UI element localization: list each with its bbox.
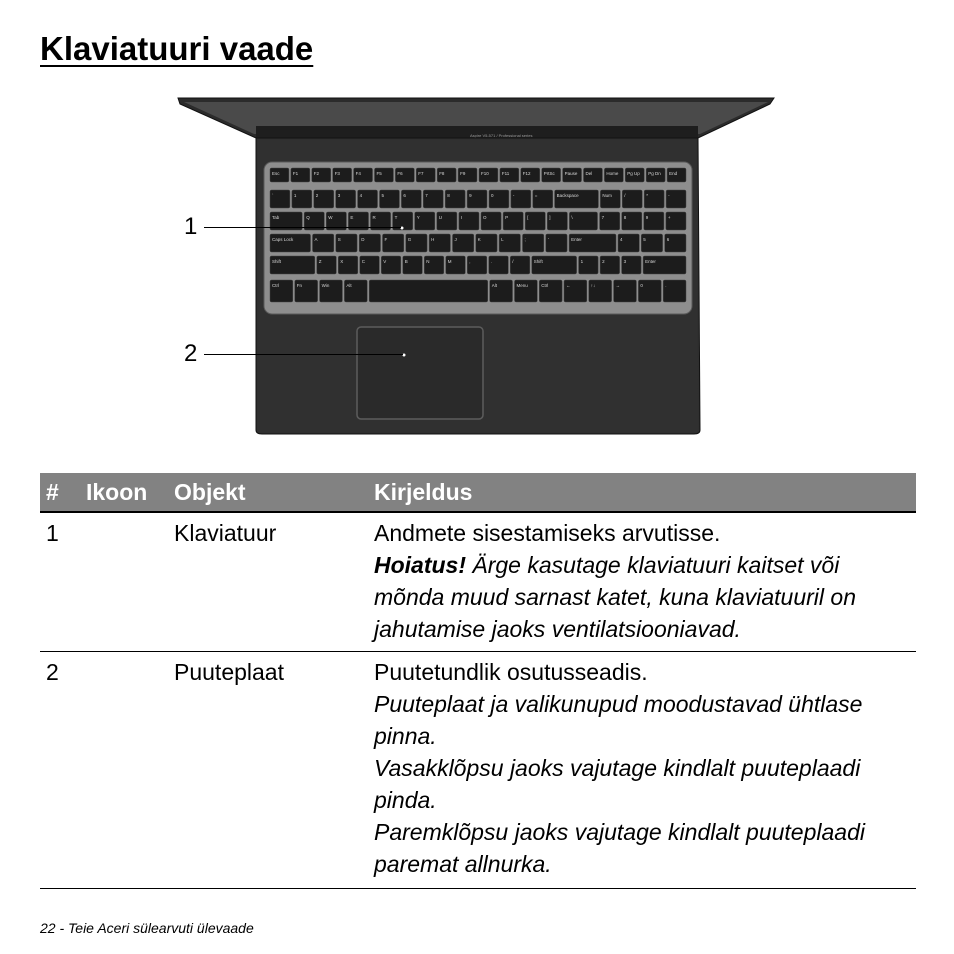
keyboard-key-label: F10 [481,171,489,176]
keyboard-key-label: Fn [296,283,303,288]
keyboard-key-label: . [490,259,493,264]
keyboard-key-label: → [615,283,621,288]
keyboard-key-label: N [426,259,430,264]
keyboard-key-label: 2 [602,259,605,264]
row-number: 2 [40,652,86,889]
keyboard-key-label: 9 [469,193,472,198]
keyboard-key-label: Home [606,171,619,176]
screen-label: Aspire V5-571 / Professional series [470,133,533,138]
keyboard-key-label: 8 [623,215,627,220]
keyboard-key-label: Pg Up [627,171,640,176]
keyboard-key-label: Win [321,283,330,288]
keyboard-key-label: Menu [516,283,528,288]
keyboard-key-label: Caps Lock [272,237,294,242]
keyboard-key-label: T [394,215,398,220]
warning-note [374,549,916,645]
description-text: Andmete sisestamiseks arvutisse. [374,520,721,546]
keyboard-key-label: + [667,215,671,220]
keyboard-key-label: Num [602,193,612,198]
keyboard-key-label: Del [585,171,593,176]
keyboard-key-label: Y [416,215,420,220]
row-number: 1 [40,512,86,652]
keyboard-key-label: H [431,237,435,242]
keyboard-key-label: ` [272,193,274,198]
header-object: Objekt [174,473,374,512]
keyboard-key-label: Tab [272,215,280,220]
keyboard-key-label: W [328,215,333,220]
keyboard-key-label: B [404,259,408,264]
callout-1-line [204,227,401,228]
keyboard-key-label: Backspace [556,193,579,198]
keyboard-key-label: Alt [491,283,497,288]
laptop-illustration [170,90,780,440]
keyboard-key-label: M [447,259,452,264]
keyboard-key-label: . [665,283,667,288]
keyboard-key-label: F5 [376,171,382,176]
table-row [40,652,916,889]
warning-text: Ärge kasutage klaviatuuri kaitset või mõnda muud sarnast katet, kuna klaviatuuril on jahutamise jaoks ventilatsiooniavad. [374,552,856,642]
row-icon [86,512,174,652]
description-text: Puutetundlik osutusseadis. [374,659,648,685]
keyboard-key-label: 7 [601,215,605,220]
keyboard-key-label: Z [318,259,322,264]
page-footer: 22 - Teie Aceri sülearvuti ülevaade [40,920,254,936]
keyboard-key-label: 7 [425,193,428,198]
keyboard-key-label: End [669,171,678,176]
keyboard-key-label: K [477,237,481,242]
component-table [40,473,916,889]
keyboard-key-label: F2 [313,171,320,176]
callout-2-line [204,354,403,355]
keyboard-key-label: C [361,259,366,264]
header-description: Kirjeldus [374,473,916,512]
keyboard-key-label: Enter [571,237,582,242]
keyboard-key-label: F7 [418,171,424,176]
keyboard-key-label: 6 [666,237,670,242]
keyboard-key-label: X [340,259,344,264]
keyboard-key-label: Shift [533,259,543,264]
keyboard-key-label: F12 [522,171,531,176]
description-note: Paremklõpsu jaoks vajutage kindlalt puuteplaadi paremat allnurka. [374,819,865,877]
keyboard-key-label: 8 [447,193,450,198]
description-note: Puuteplaat ja valikunupud moodustavad ühtlase pinna. [374,691,863,749]
keyboard-key-label: Alt [346,283,352,288]
keyboard-key-label: ; [524,237,526,242]
keyboard-key-label: F1 [292,171,299,176]
keyboard-key-label: 4 [620,237,623,242]
keyboard-key-label: 1 [293,193,297,198]
keyboard-key-label: 3 [337,193,341,198]
keyboard-key-label: G [407,237,412,242]
keyboard-key-label: / [624,193,626,198]
keyboard-key-label: 2 [315,193,319,198]
header-number: # [40,473,86,512]
keyboard-key-label: F6 [397,171,403,176]
keyboard-key-label: S [337,237,341,242]
keyboard-key-label: 5 [643,237,646,242]
laptop-keyboard-figure [170,90,780,440]
keyboard-key [369,280,488,302]
keyboard-key-label: - [668,193,670,198]
keyboard-key-label: V [383,259,387,264]
row-object: Puuteplaat [174,652,374,889]
touchpad [357,327,483,419]
table-header-row [40,473,916,512]
keyboard-key-label: P [505,215,509,220]
keyboard-key-label: , [469,259,471,264]
keyboard-key-label: J [454,237,457,242]
keyboard-key-label: ] [549,215,551,220]
keyboard-key-label: E [350,215,354,220]
keyboard-key-label: U [438,215,443,220]
keyboard-key-label: ↑↓ [590,283,596,288]
keyboard-key-label: R [372,215,376,220]
keyboard-key-label: F9 [460,171,466,176]
keyboard-key-label: 9 [645,215,649,220]
keyboard-key-label: 0 [491,193,494,198]
row-description [374,652,916,889]
keyboard-key-label: Shift [272,259,282,264]
row-object: Klaviatuur [174,512,374,652]
header-icon: Ikoon [86,473,174,512]
keyboard-key-label: * [646,193,648,198]
keyboard-key-label: F8 [439,171,445,176]
keyboard-key-label: 4 [359,193,363,198]
keyboard-key [663,280,686,302]
keyboard-key-label: F11 [501,171,510,176]
table-row [40,512,916,652]
keyboard-key-label: Pg Dn [648,171,661,176]
keyboard-key-label: 5 [381,193,385,198]
keyboard-key-label: Enter [645,259,656,264]
keyboard-key-label: L [501,237,504,242]
keyboard-key-label: I [460,215,463,220]
keyboard-key-label: Ctrl [272,283,279,288]
keyboard-key-label: Pause [564,171,578,176]
keyboard-key-label: Q [306,215,310,220]
keyboard-key-label: Esc [272,171,280,176]
keyboard-key-label: 0 [640,283,643,288]
row-icon [86,652,174,889]
page-title: Klaviatuuri vaade [40,30,314,67]
keyboard-key [546,234,567,252]
row-description [374,512,916,652]
keyboard-key-label: F [384,237,388,242]
keyboard-key-label: PrtSc [543,171,555,176]
keyboard-key-label: 3 [623,259,627,264]
keyboard-key-label: D [361,237,365,242]
keyboard-key-label: A [314,237,318,242]
keyboard-key [569,212,597,230]
keyboard-key-label: [ [527,215,529,220]
keyboard-key-label: ' [547,237,549,242]
keyboard-key-label: F4 [355,171,361,176]
keyboard-key-label: = [534,193,538,198]
keyboard-key-label: ← [566,283,571,288]
keyboard-key-label: Ctrl [541,283,549,288]
description-note: Vasakklõpsu jaoks vajutage kindlalt puuteplaadi pinda. [374,755,861,813]
warning-label: Hoiatus! [374,552,466,578]
callout-2-label: 2 [184,340,198,367]
callout-1-label: 1 [184,213,198,240]
keyboard-key-label: \ [571,215,573,220]
keyboard-key-label: - [512,193,515,198]
keyboard-key-label: 6 [403,193,406,198]
keyboard-key-label: 1 [580,259,584,264]
keyboard-key-label: / [512,259,514,264]
keyboard-key-label: F3 [334,171,340,176]
keyboard-key-label: O [483,215,487,220]
